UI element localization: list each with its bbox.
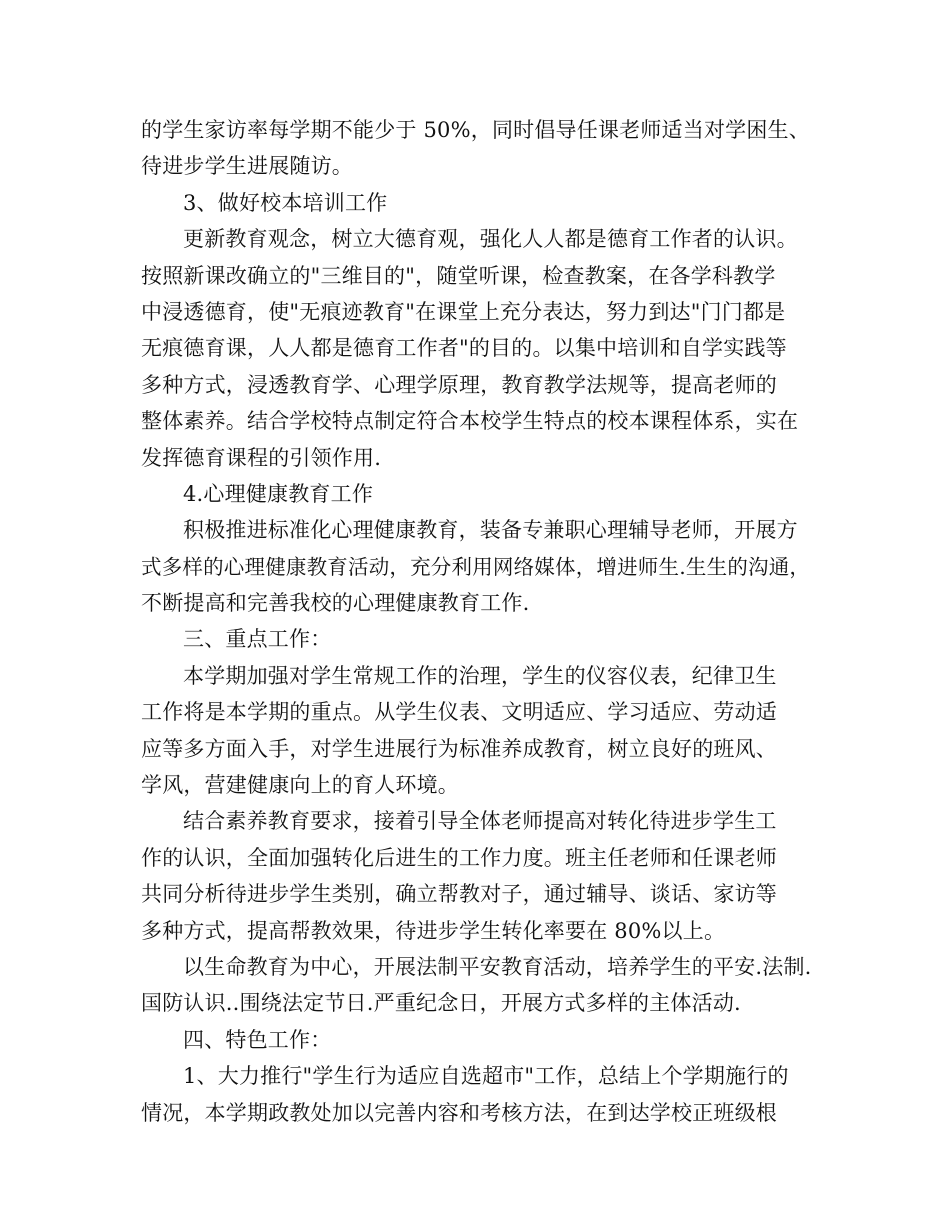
text-line: 待进步学生进展随访。	[141, 154, 353, 179]
text-line: 本学期加强对学生常规工作的治理，学生的仪容仪表，纪律卫生	[183, 663, 777, 688]
text-line: 学风，营建健康向上的育人环境。	[141, 773, 459, 798]
text-line: 作的认识，全面加强转化后进生的工作力度。班主任老师和任课老师	[141, 845, 777, 870]
text-line: 以生命教育为中心，开展法制平安教育活动，培养学生的平安.法制.	[183, 954, 812, 979]
text-line: 发挥德育课程的引领作用.	[141, 445, 382, 470]
text-line: 国防认识..围绕法定节日.严重纪念日，开展方式多样的主体活动.	[141, 991, 741, 1016]
text-line: 四、特色工作：	[183, 1027, 332, 1052]
text-line: 情况，本学期政教处加以完善内容和考核方法，在到达学校正班级根	[141, 1100, 777, 1125]
text-line: 4.心理健康教育工作	[183, 481, 374, 506]
text-line: 无痕德育课，人人都是德育工作者"的目的。以集中培训和自学实践等	[141, 336, 787, 361]
text-line: 的学生家访率每学期不能少于 50%，同时倡导任课老师适当对学困生、	[141, 118, 810, 142]
text-line: 按照新课改确立的"三维目的"，随堂听课，检查教案，在各学科教学	[141, 263, 776, 288]
text-line: 更新教育观念，树立大德育观，强化人人都是德育工作者的认识。	[183, 227, 798, 252]
text-line: 不断提高和完善我校的心理健康教育工作.	[141, 591, 530, 616]
text-line: 式多样的心理健康教育活动，充分利用网络媒体，增进师生.生生的沟通，	[141, 554, 811, 579]
text-line: 多种方式，浸透教育学、心理学原理，教育教学法规等，提高老师的	[141, 372, 777, 397]
text-line: 3、做好校本培训工作	[183, 190, 388, 215]
text-line: 工作将是本学期的重点。从学生仪表、文明适应、学习适应、劳动适	[141, 700, 777, 725]
text-line: 中浸透德育，使"无痕迹教育"在课堂上充分表达，努力到达"门门都是	[141, 299, 786, 324]
text-line: 应等多方面入手，对学生进展行为标准养成教育，树立良好的班风、	[141, 736, 777, 761]
text-line: 多种方式，提高帮教效果，待进步学生转化率要在 80%以上。	[141, 918, 726, 943]
text-line: 积极推进标准化心理健康教育，装备专兼职心理辅导老师，开展方	[183, 518, 798, 543]
text-line: 整体素养。结合学校特点制定符合本校学生特点的校本课程体系，实在	[141, 409, 799, 434]
text-line: 三、重点工作：	[183, 627, 332, 652]
document-body	[141, 112, 821, 1131]
text-line: 结合素养教育要求，接着引导全体老师提高对转化待进步学生工	[183, 809, 777, 834]
text-line: 1、大力推行"学生行为适应自选超市"工作，总结上个学期施行的	[183, 1064, 789, 1089]
text-line: 共同分析待进步学生类别，确立帮教对子，通过辅导、谈话、家访等	[141, 882, 777, 907]
